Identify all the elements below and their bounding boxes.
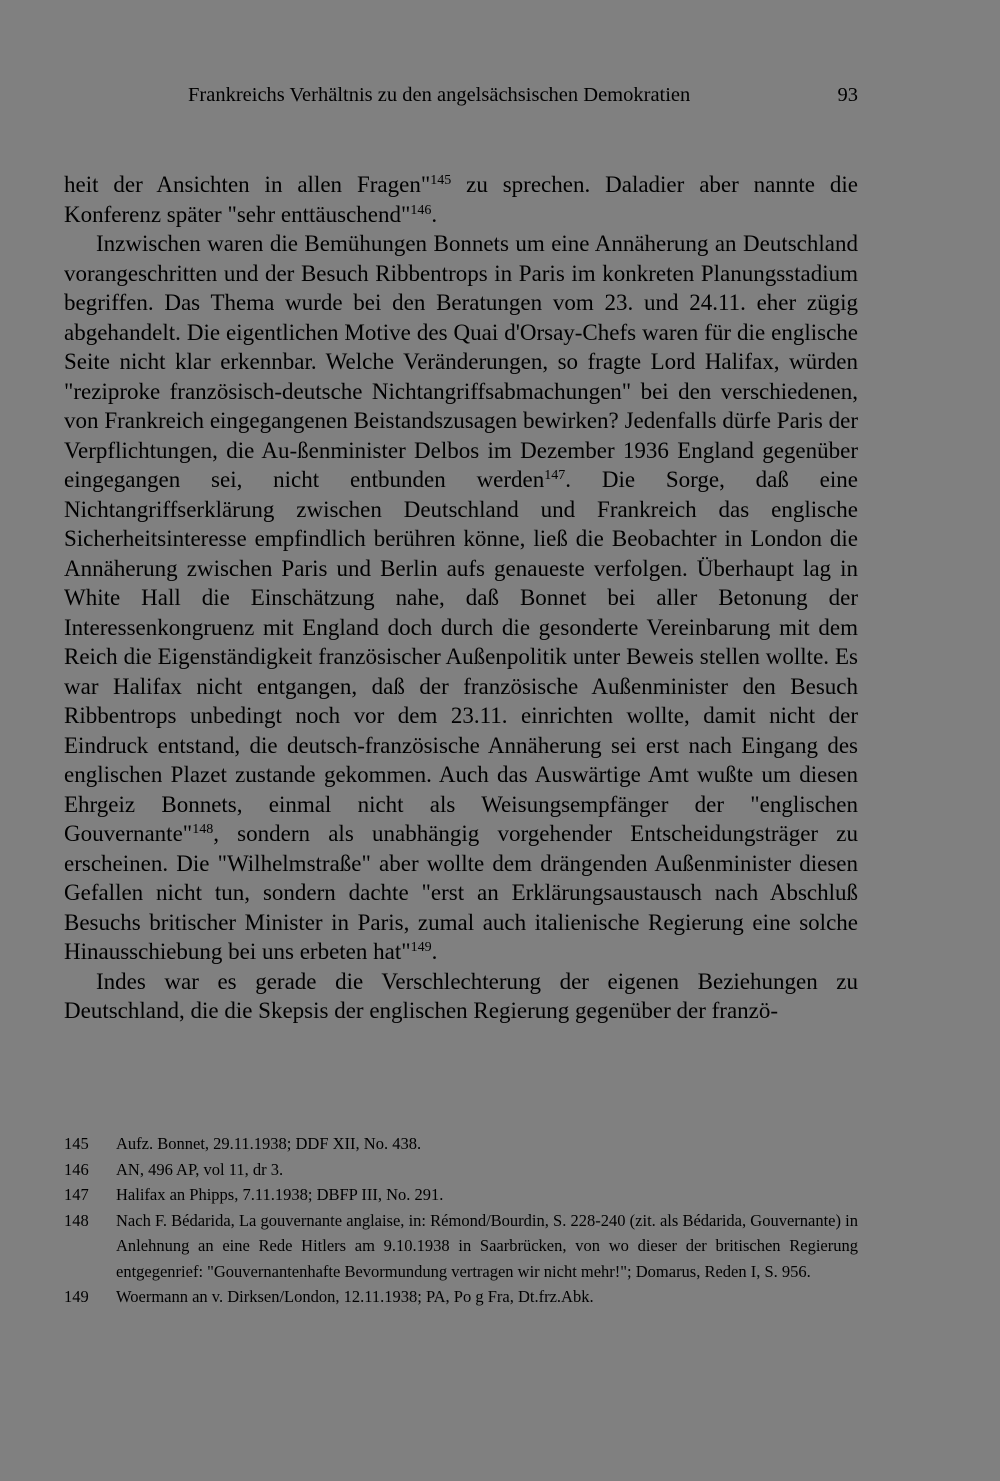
footnote-148	[64, 1208, 858, 1285]
text-segment: .	[431, 201, 438, 227]
text-segment: heit der Ansichten in allen Fragen"	[64, 172, 431, 197]
footnotes	[64, 1131, 858, 1310]
footnote-text: AN, 496 AP, vol 11, dr 3.	[116, 1159, 284, 1179]
footnote-number: 145	[64, 1134, 89, 1153]
footnote-149	[64, 1284, 858, 1310]
footnote-text: Woermann an v. Dirksen/London, 12.11.1938; PA, Po g Fra, Dt.frz.Abk.	[116, 1287, 594, 1306]
page-number: 93	[837, 84, 858, 106]
paragraph-3	[64, 967, 858, 1026]
text-segment: Inzwischen waren die Bemühungen Bonnets um eine Annäherung an Deutschland vorangeschritten und der Besuch Ribbentrops in Paris im konkreten Planungsstadium begriffen. Das Thema wurde bei den Beratungen vom 23. und 24.11. eher zügig abgehandelt. Die eigentlichen Motive des Quai d'Orsay-Chefs waren für die englische Seite nicht klar erkennbar. Welche Veränderungen, so fragte Lord Halifax, würden "reziproke französisch-deutsche Nichtangriffsabmachungen" bei den verschiedenen, von Frankreich eingegangenen Beistandszusagen bewirken? Jedenfalls dürfe Paris der Verpflichtungen, die Au-ßenminister Delbos im Dezember 1936 England gegenüber eingegangen sei, nicht entbunden werden	[64, 231, 858, 492]
footnote-146	[64, 1157, 858, 1183]
footnote-text: Aufz. Bonnet, 29.11.1938; DDF XII, No. 438.	[116, 1134, 422, 1153]
text-segment: . Die Sorge, daß eine Nichtangriffserklärung zwischen Deutschland und Frankreich das englische Sicherheitsinteresse empfindlich berühren könne, ließ die Beobachter in London die Annäherung zwischen Paris und Berlin aufs genaueste verfolgen. Überhaupt lag in White Hall die Einschätzung nahe, daß Bonnet bei aller Betonung der Interessenkongruenz mit England doch durch die gesonderte Vereinbarung mit dem Reich die Eigenständigkeit französischer Außenpolitik unter Beweis stellen wollte. Es war Halifax nicht entgangen, daß der französische Außenminister den Besuch Ribbentrops unbedingt noch vor dem 23.11. einrichten wollte, damit nicht der Eindruck entstand, die deutsch-französische Annäherung sei erst nach Eingang des englischen Plazet zustande gekommen. Auch das Auswärtige Amt wußte um diesen Ehrgeiz Bonnets, einmal nicht als Weisungsempfänger der "englischen Gouvernante"	[64, 467, 858, 846]
text-segment: .	[431, 939, 438, 964]
footnote-number: 149	[64, 1287, 89, 1306]
footnote-number: 147	[64, 1185, 89, 1204]
paragraph-1	[64, 170, 858, 229]
footnote-ref-147[interactable]: 147	[544, 468, 566, 483]
body-text	[64, 170, 858, 1026]
footnote-ref-148[interactable]: 148	[192, 822, 214, 837]
footnote-ref-145[interactable]: 145	[430, 173, 452, 188]
paragraph-2	[64, 229, 858, 967]
footnote-145	[64, 1131, 858, 1157]
text-segment: Indes war es gerade die Verschlechterung der eigenen Beziehungen zu Deutschland, die die Skepsis der englischen Regierung gegenüber der franzö-	[64, 968, 858, 1023]
footnote-ref-149[interactable]: 149	[410, 940, 432, 955]
footnote-text: Halifax an Phipps, 7.11.1938; DBFP III, No. 291.	[116, 1185, 444, 1204]
footnote-number: 146	[64, 1159, 89, 1179]
footnote-147	[64, 1182, 858, 1208]
running-header	[188, 84, 858, 114]
footnote-ref-146[interactable]: 146	[410, 202, 432, 218]
text-segment: zu sprechen. Daladier aber nannte die Konferenz später "sehr enttäuschend"	[64, 172, 858, 227]
footnote-number: 148	[64, 1210, 89, 1230]
running-title: Frankreichs Verhältnis zu den angelsächsischen Demokratien	[188, 84, 691, 106]
text-segment: , sondern als unabhängig vorgehender Entscheidungsträger zu erscheinen. Die "Wilhelmstraße" aber wollte dem drängenden Außenminister diesen Gefallen nicht tun, sondern dachte "erst an Erklärungsaustausch nach Abschluß Besuchs britischer Minister in Paris, zumal auch italienische Regierung eine solche Hinausschiebung bei uns erbeten hat"	[64, 821, 858, 964]
footnote-text: Nach F. Bédarida, La gouvernante anglaise, in: Rémond/Bourdin, S. 228-240 (zit. als Bédarida, Gouvernante) in Anlehnung an eine Rede Hitlers am 9.10.1938 in Saarbrücken, von wo dieser der britischen Regierung entgegenrief: "Gouvernantenhafte Bevormundung vertragen wir nicht mehr!"; Domarus, Reden I, S. 956.	[116, 1210, 858, 1281]
